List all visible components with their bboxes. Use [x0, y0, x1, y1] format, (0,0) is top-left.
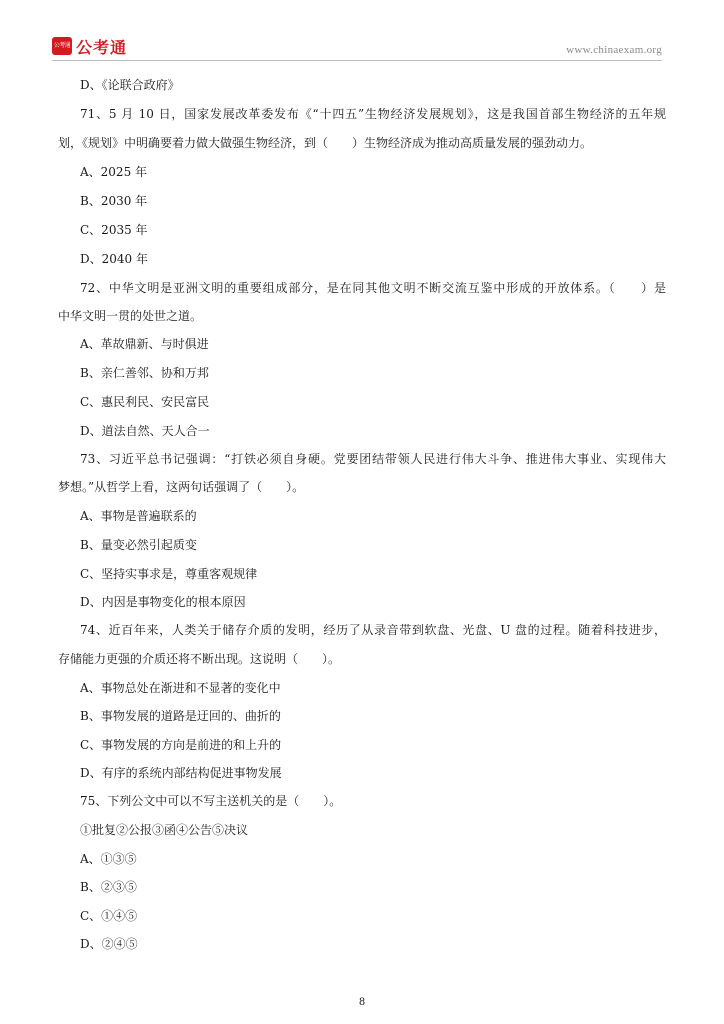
page-number: 8: [358, 997, 366, 1008]
q73-option-c: C、坚持实事求是，尊重客观规律: [80, 567, 258, 581]
q74-stem-line1: 74、近百年来，人类关于储存介质的发明，经历了从录音带到软盘、光盘、U 盘的过程。随着科技进步，: [80, 623, 666, 637]
q75-document-list: ①批复②公报③函④公告⑤决议: [80, 823, 249, 837]
q74-option-c: C、事物发展的方向是前进的和上升的: [80, 738, 282, 752]
q71-option-b: B、2030 年: [80, 194, 148, 208]
q74-option-d: D、有序的系统内部结构促进事物发展: [80, 766, 282, 780]
q72-option-c: C、惠民利民、安民富民: [80, 395, 210, 409]
q73-stem-line2: 梦想。”从哲学上看，这两句话强调了（ ）。: [58, 480, 305, 494]
q72-stem-line1: 72、中华文明是亚洲文明的重要组成部分，是在同其他文明不断交流互鉴中形成的开放体系。（ ）是: [80, 281, 666, 295]
q72-option-b: B、亲仁善邻、协和万邦: [80, 366, 209, 380]
q75-option-a: A、①③⑤: [80, 852, 137, 866]
q72-option-a: A、革故鼎新、与时俱进: [80, 337, 209, 351]
q75-option-c: C、①④⑤: [80, 909, 138, 923]
q73-option-a: A、事物是普遍联系的: [80, 509, 197, 523]
q71-option-c: C、2035 年: [80, 223, 148, 237]
q75-option-b: B、②③⑤: [80, 880, 137, 894]
q72-stem-line2: 中华文明一贯的处世之道。: [58, 309, 203, 323]
q74-option-a: A、事物总处在渐进和不显著的变化中: [80, 681, 281, 695]
q72-option-d: D、道法自然、天人合一: [80, 424, 210, 438]
q73-stem-line1: 73、习近平总书记强调：“打铁必须自身硬。党要团结带领人民进行伟大斗争、推进伟大事业、实现伟大: [80, 452, 666, 466]
q70-option-d: D、《论联合政府》: [80, 78, 180, 92]
site-url: www.chinaexam.org: [566, 44, 662, 56]
q75-option-d: D、②④⑤: [80, 937, 138, 951]
q75-stem: 75、下列公文中可以不写主送机关的是（ ）。: [80, 794, 342, 808]
q73-option-b: B、量变必然引起质变: [80, 538, 197, 552]
q74-option-b: B、事物发展的道路是迂回的、曲折的: [80, 709, 281, 723]
q74-stem-line2: 存储能力更强的介质还将不断出现。这说明（ ）。: [58, 652, 341, 666]
q73-option-d: D、内因是事物变化的根本原因: [80, 595, 246, 609]
q71-option-a: A、2025 年: [80, 165, 148, 179]
logo-badge-icon: 公考通: [52, 37, 72, 55]
logo-text: 公考通: [76, 37, 128, 57]
q71-stem-line2: 划，《规划》中明确要着力做大做强生物经济，到（ ）生物经济成为推动高质量发展的强劲动力。: [58, 136, 593, 150]
q71-stem-line1: 71、5 月 10 日，国家发展改革委发布《“十四五”生物经济发展规划》，这是我国首部生物经济的五年规: [80, 107, 666, 121]
q71-option-d: D、2040 年: [80, 252, 148, 266]
